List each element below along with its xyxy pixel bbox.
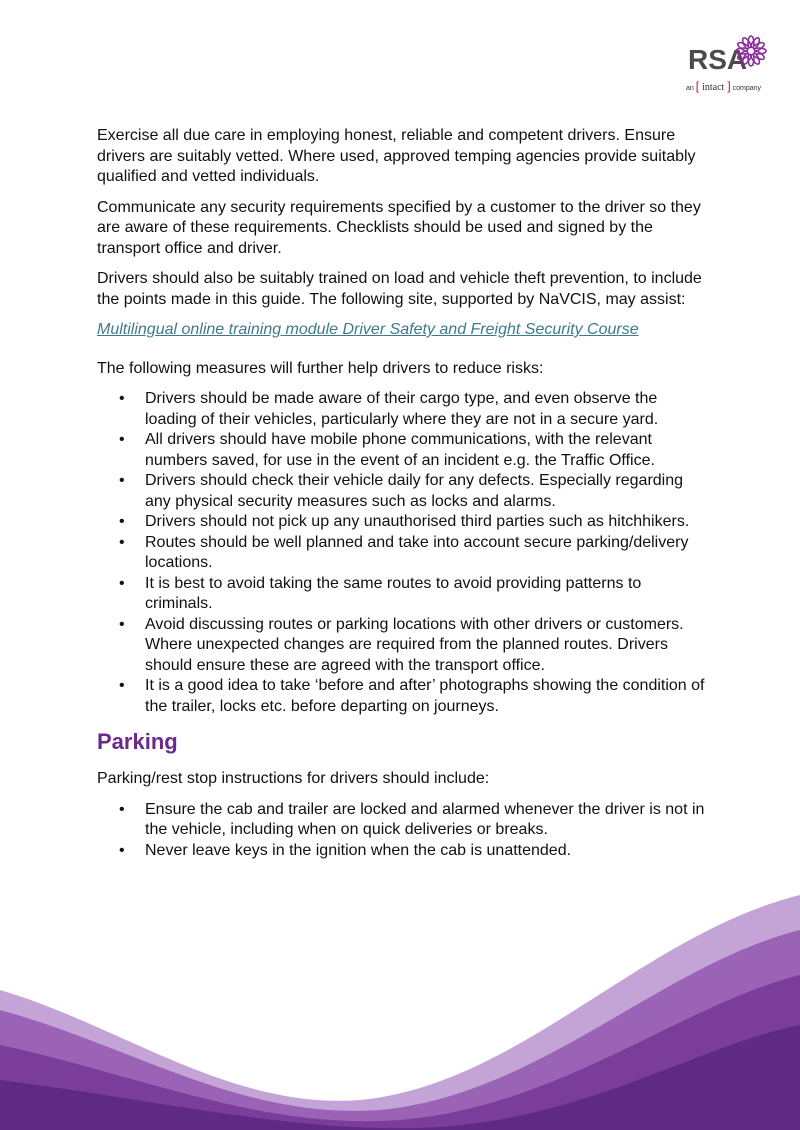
list-item: • Routes should be well planned and take into account secure parking/delivery locations. xyxy=(97,533,707,574)
paragraph-security-requirements: Communicate any security requirements specified by a customer to the driver so they are aware of these requirements. Checklists should be used and signed by the transport office and driver. xyxy=(97,198,701,257)
list-item: • Ensure the cab and trailer are locked and alarmed whenever the driver is not in the vehicle, including when on quick deliveries or breaks. xyxy=(97,800,707,841)
paragraph-measures-intro: The following measures will further help drivers to reduce risks: xyxy=(97,359,544,377)
list-item: • Avoid discussing routes or parking locations with other drivers or customers. Where unexpected changes are required from the planned routes. Drivers should ensure these are agreed with the transport office. xyxy=(97,615,707,677)
parking-intro: Parking/rest stop instructions for drivers should include: xyxy=(97,770,490,787)
paragraph-training: Drivers should also be suitably trained on load and vehicle theft prevention, to include the points made in this guide. The following site, supported by NaVCIS, may assist: xyxy=(97,270,702,308)
training-link-paragraph xyxy=(97,320,707,341)
footer-wave-decoration xyxy=(0,895,800,1130)
logo-tag-prefix: an xyxy=(686,85,694,92)
list-item: • Drivers should not pick up any unauthorised third parties such as hitchhikers. xyxy=(97,512,707,533)
logo-tagline: an [ intact ] company xyxy=(686,79,762,93)
list-item: • All drivers should have mobile phone communications, with the relevant numbers saved, for use in the event of an incident e.g. the Traffic Office. xyxy=(97,430,707,471)
list-item: • It is best to avoid taking the same routes to avoid providing patterns to criminals. xyxy=(97,574,707,615)
logo-tag-brand: intact xyxy=(702,82,725,93)
parking-list xyxy=(97,800,707,862)
logo-tag-suffix: company xyxy=(732,85,762,92)
paragraph-driver-vetting: Exercise all due care in employing honest, reliable and competent drivers. Ensure drivers are suitably vetted. Where used, approved temping agencies provide suitably qualified and vetted individuals. xyxy=(97,127,696,185)
flower-logo-icon xyxy=(734,34,768,68)
parking-heading: Parking xyxy=(97,729,178,754)
list-item: • Drivers should be made aware of their cargo type, and even observe the loading of their vehicles, particularly where they are not in a secure yard. xyxy=(97,389,707,430)
document-body xyxy=(97,126,707,873)
list-item: • Drivers should check their vehicle daily for any defects. Especially regarding any physical security measures such as locks and alarms. xyxy=(97,471,707,512)
rsa-logo xyxy=(682,34,772,98)
driver-measures-list xyxy=(97,389,707,717)
logo-wordmark: RSA xyxy=(688,44,748,75)
training-course-link[interactable]: Multilingual online training module Driver Safety and Freight Security Course xyxy=(97,321,639,338)
list-item: • Never leave keys in the ignition when the cab is unattended. xyxy=(97,841,707,862)
list-item: • It is a good idea to take ‘before and after’ photographs showing the condition of the trailer, locks etc. before departing on journeys. xyxy=(97,676,707,717)
